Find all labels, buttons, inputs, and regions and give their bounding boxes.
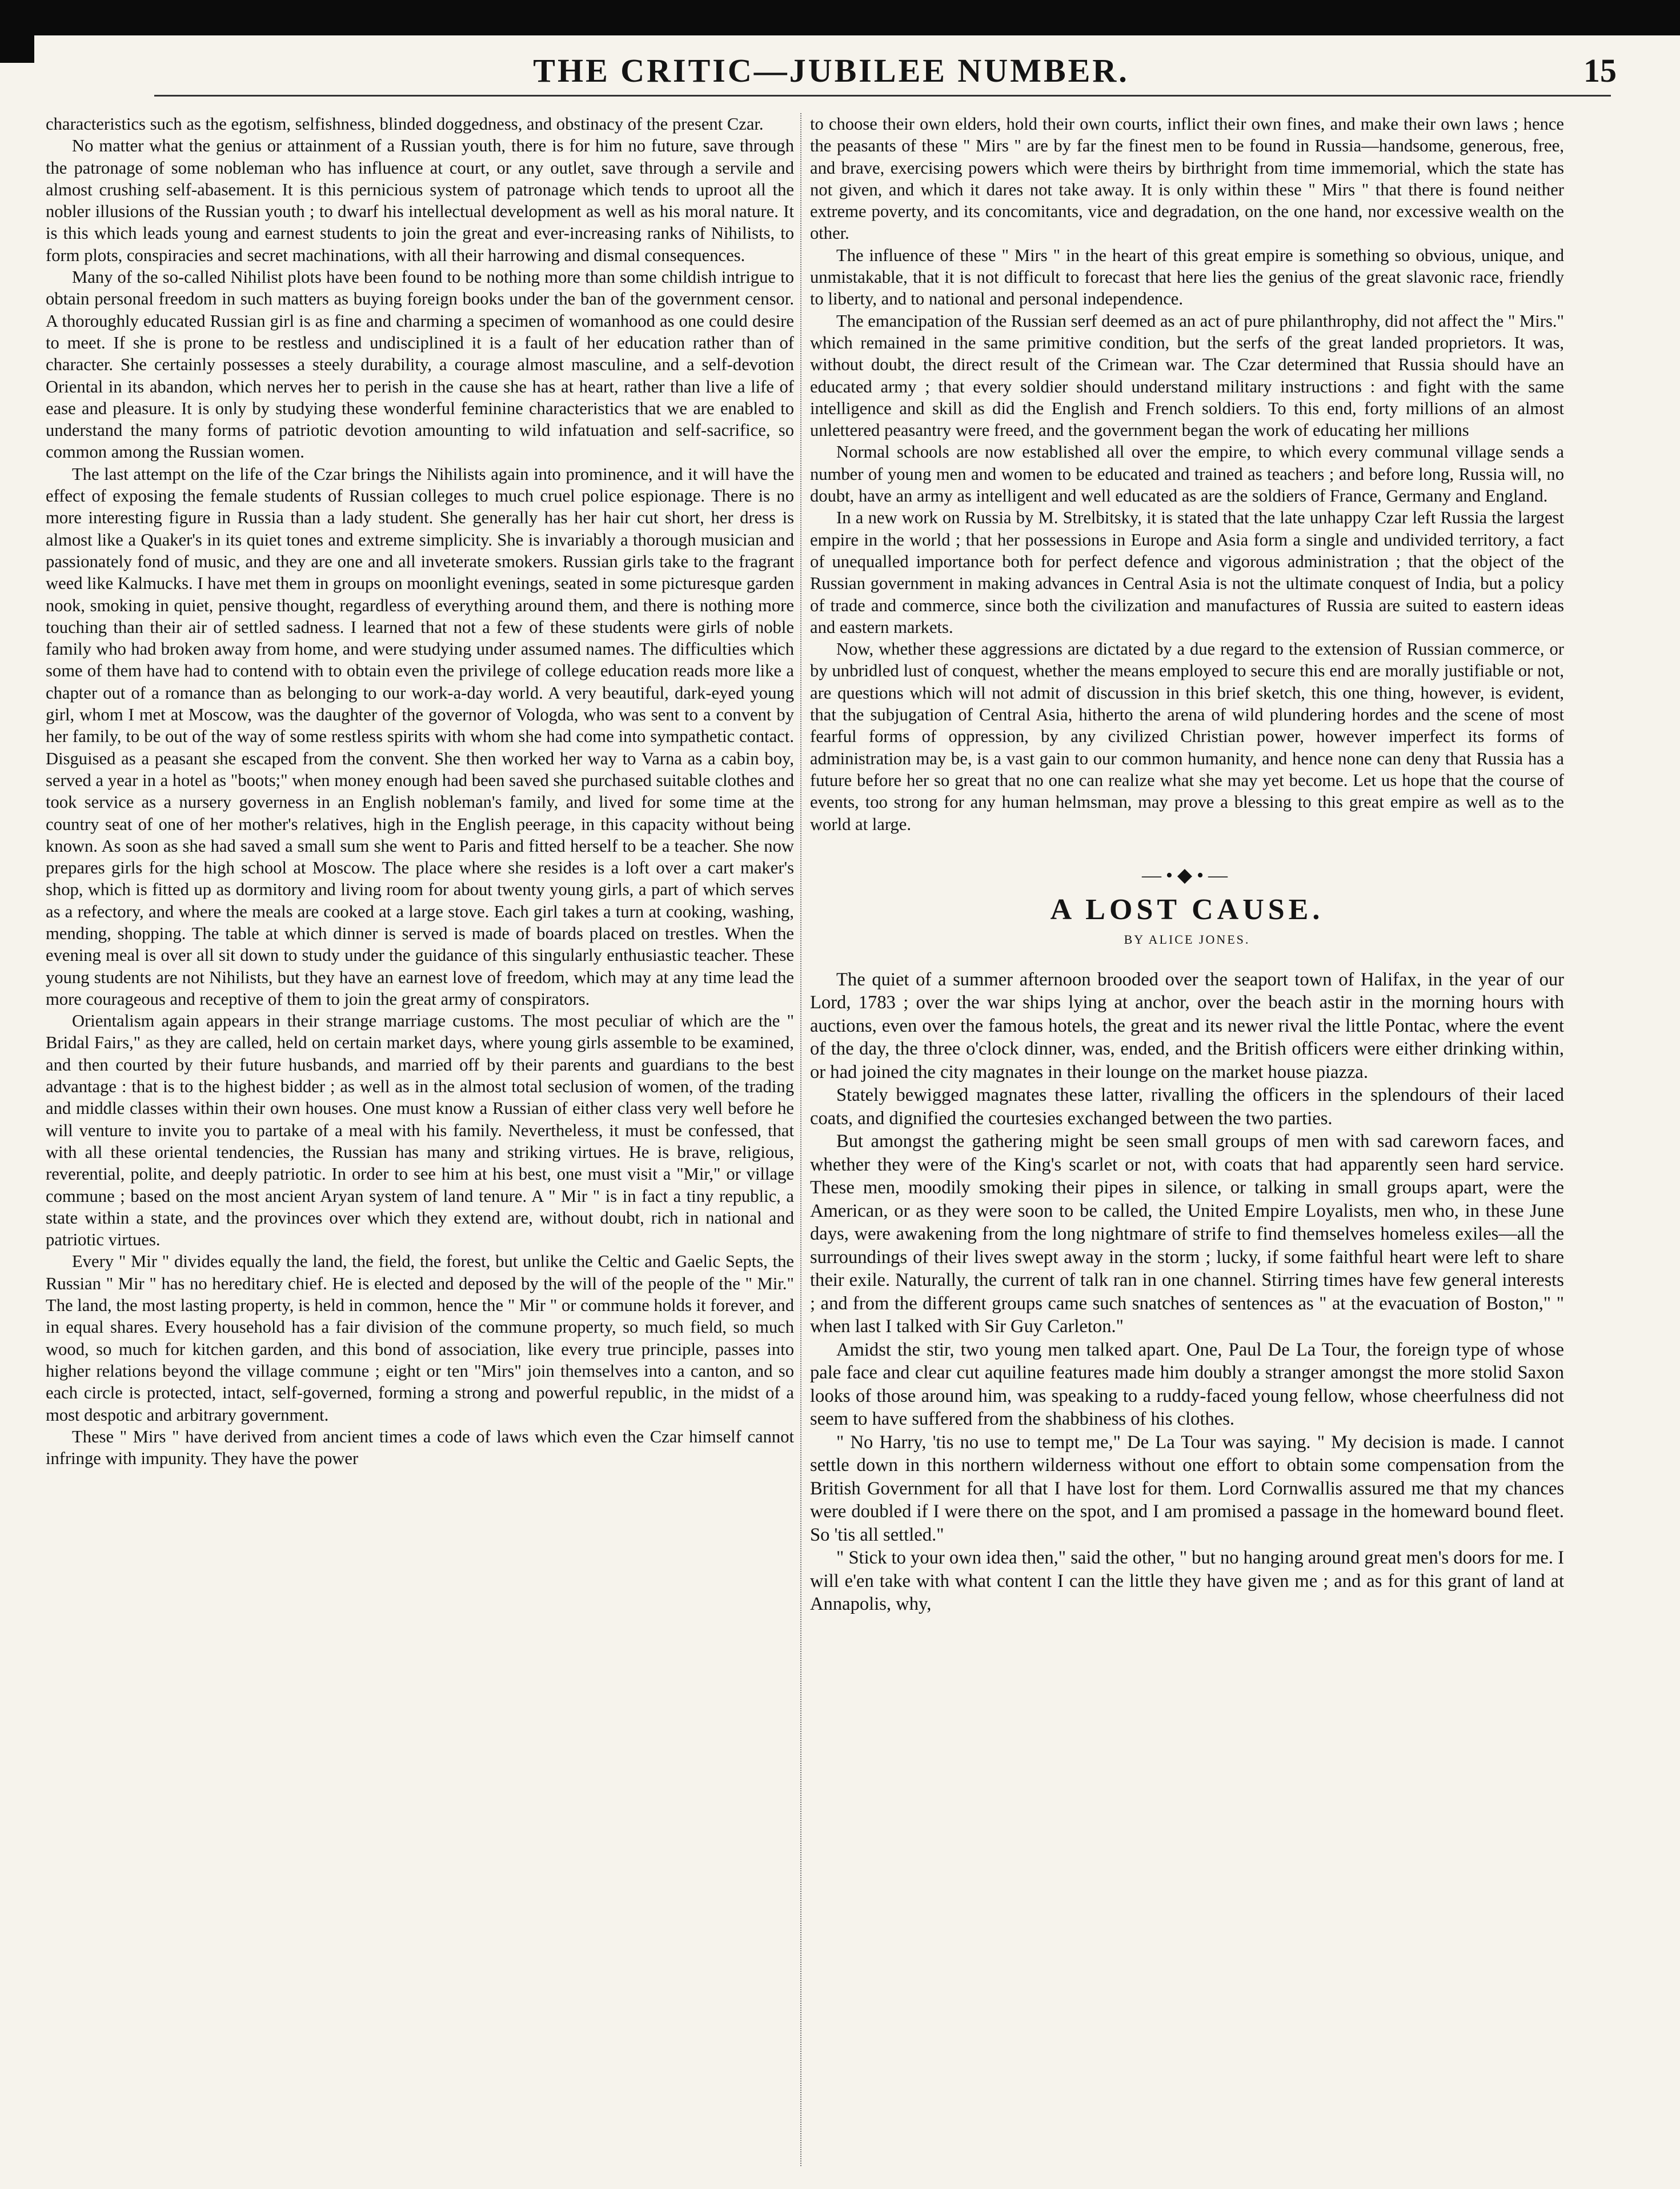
- article-continuation: [810, 113, 1564, 835]
- story-paragraph: " No Harry, 'tis no use to tempt me," De La Tour was saying. " My decision is made. I cannot settle down in this northern wilderness without one effort to obtain some compensation from the British Government for all that I have lost for them. Lord Cornwallis assured me that my chances were doubled if I were there on the spot, and I am promised a passage in the homeward bound fleet. So 'tis all settled.": [810, 1432, 1564, 1545]
- story-paragraph: But amongst the gathering might be seen small groups of men with sad careworn faces, and whether they were of the King's scarlet or not, with coats that had apparently seen hard service. These men, moodily smoking their pipes in silence, or talking in small groups apart, were the American, or as they were soon to be called, the United Empire Loyalists, men who, in these June days, were awakening from the long nightmare of strife to find themselves homeless exiles—all the surroundings of their lives swept away in the storm ; lucky, if some faithful heart were left to share their exile. Naturally, the current of talk ran in one channel. Stirring times have few general interests ; and from the different groups came such snatches of sentences as " at the evacuation of Boston," " when last I talked with Sir Guy Carleton.": [810, 1131, 1564, 1337]
- section-ornament: —•◆•—: [1142, 864, 1232, 886]
- corner-black-border: [0, 0, 34, 63]
- paragraph: Many of the so-called Nihilist plots have been found to be nothing more than some childish intrigue to obtain personal freedom in such matters as buying foreign books under the ban of the government censor. A thoroughly educated Russian girl is as fine and charming a specimen of womanhood as one could desire to meet. If she is prone to be restless and undisciplined it is a fault of her education rather than of character. She certainly possesses a steely durability, a courage almost masculine, and a self-devotion Oriental in its abandon, which nerves her to perish in the cause she has at heart, rather than live a life of ease and pleasure. It is only by studying these wonderful feminine characteristics that we are enabled to understand the many forms of patriotic devotion amounting to wild infatuation and self-sacrifice, so common among the Russian women.: [46, 267, 794, 462]
- story-byline: BY ALICE JONES.: [1124, 932, 1250, 947]
- story-title: A LOST CAUSE.: [1050, 893, 1324, 927]
- running-title: THE CRITIC—JUBILEE NUMBER.: [533, 52, 1129, 89]
- page-number: 15: [1583, 52, 1617, 89]
- story-paragraph: Stately bewigged magnates these latter, rivalling the officers in the splendours of their laced coats, and dignified the courtesies exchanged between the two parties.: [810, 1085, 1564, 1129]
- paragraph: In a new work on Russia by M. Strelbitsky, it is stated that the late unhappy Czar left Russia the largest empire in the world ; that her possessions in Europe and Asia form a single and undivided territory, a fact of unequalled importance both for perfect defence and vigorous administration ; that the object of the Russian government in making advances in Central Asia is not the ultimate conquest of India, but a policy of trade and commerce, since both the civilization and manufactures of Russia are suited to eastern ideas and eastern markets.: [810, 508, 1564, 637]
- paragraph: The emancipation of the Russian serf deemed as an act of pure philanthrophy, did not affect the " Mirs." which remained in the same primitive condition, but the serfs of the great landed proprietors. It was, without doubt, the direct result of the Crimean war. The Czar determined that Russia should have an educated army ; that every soldier should understand military instructions : and fight with the same intelligence and skill as did the English and French soldiers. To this end, forty millions of an almost unlettered peasantry were freed, and the government began the work of educating her millions: [810, 311, 1564, 440]
- header-rule: [154, 95, 1611, 97]
- paragraph: Normal schools are now established all over the empire, to which every communal village sends a number of young men and women to be educated and trained as teachers ; and before long, Russia will, no doubt, have an army as intelligent and well educated as are the soldiers of France, Germany and England.: [810, 442, 1564, 506]
- paragraph: Now, whether these aggressions are dictated by a due regard to the extension of Russian commerce, or by unbridled lust of conquest, whether the means employed to secure this end are morally justifiable or not, are questions which will not admit of discussion in this brief sketch, this one thing, however, is evident, that the subjugation of Central Asia, hitherto the arena of wild plundering hordes and the scene of most fearful forms of oppression, by any civilized Christian power, however imperfect its forms of administration may be, is a vast gain to our common humanity, and hence none can deny that Russia has a future before her so great that no one can realize what she may yet become. Let us hope that the course of events, too strong for any human helmsman, may prove a blessing to this great empire as well as to the world at large.: [810, 639, 1564, 834]
- column-divider: [800, 113, 801, 2166]
- left-column: [46, 113, 794, 2166]
- story-paragraph: " Stick to your own idea then," said the other, " but no hanging around great men's doors for me. I will e'en take with what content I can the little they have given me ; and as for this grant of land at Annapolis, why,: [810, 1547, 1564, 1615]
- story-body: [810, 968, 1564, 1616]
- paragraph: These " Mirs " have derived from ancient times a code of laws which even the Czar himself cannot infringe with impunity. They have the power: [46, 1426, 794, 1469]
- paragraph: Every " Mir " divides equally the land, the field, the forest, but unlike the Celtic and Gaelic Septs, the Russian " Mir " has no hereditary chief. He is elected and deposed by the will of the people of the " Mir." The land, the most lasting property, is held in common, hence the " Mir " or commune holds it forever, and in equal shares. Every household has a fair division of the commune property, so much field, so much wood, so much for kitchen garden, and this bond of association, like every true principle, passes into higher relations beyond the village commune ; eight or ten "Mirs" join themselves into a canton, and so each circle is protected, intact, self-governed, forming a strong and powerful republic, in the midst of a most despotic and arbitrary government.: [46, 1252, 794, 1425]
- story-paragraph: The quiet of a summer afternoon brooded over the seaport town of Halifax, in the year of our Lord, 1783 ; over the war ships lying at anchor, over the beach astir in the morning hours with auctions, even over the famous hotels, the great and its newer rival the little Pontac, where the event of the day, the three o'clock dinner, was, ended, and the British officers were either drinking within, or had joined the city magnates in their lounge on the market house piazza.: [810, 969, 1564, 1083]
- story-paragraph: Amidst the stir, two young men talked apart. One, Paul De La Tour, the foreign type of whose pale face and clear cut aquiline features made him doubly a stranger amongst the more stolid Saxon looks of those around him, was speaking to a ruddy-faced young fellow, whose cheerfulness did not seem to have suffered from the shabbiness of his clothes.: [810, 1339, 1564, 1430]
- paragraph: The last attempt on the life of the Czar brings the Nihilists again into prominence, and it will have the effect of exposing the female students of Russian colleges to much cruel police espionage. There is no more interesting figure in Russia than a lady student. She generally has her hair cut short, her dress is almost like a Quaker's in its quiet tones and extreme simplicity. She is invariably a thorough musician and passionately fond of music, and they are one and all inveterate smokers. Russian girls take to the fragrant weed like Kalmucks. I have met them in groups on moonlight evenings, seated in some picturesque garden nook, smoking in quiet, pensive thought, regardless of everything around them, and there is nothing more touching than their air of settled sadness. I learned that not a few of these students were girls of noble family who had broken away from home, and were studying under assumed names. The difficulties which some of them have had to contend with to obtain even the privilege of college education reads more like a chapter out of a romance than as belonging to our work-a-day world. A very beautiful, dark-eyed young girl, whom I met at Moscow, was the daughter of the governor of Vologda, who was sent to a convent by her family, to be out of the way of some restless spirits with whom she had come into sympathetic contact. Disguised as a peasant she escaped from the convent. She then worked her way to Varna as a cabin boy, served a year in a hotel as "boots;" when money enough had been saved she purchased suitable clothes and took service as a nursery governess in an English nobleman's family, and lived for some time at the country seat of one of her mother's relatives, high in the English peerage, in this capacity without being known. As soon as she had saved a small sum she went to Paris and fitted herself to be a teacher. She now prepares girls for the high school at Moscow. The place where she resides is a loft over a cart maker's shop, which is fitted up as dormitory and living room for about twenty young girls, a part of which serves as a refectory, and where the meals are cooked at a large stove. Each girl takes a turn at cooking, washing, mending, shopping. The table at which dinner is served is made of boards placed on trestles. When the evening meal is over all sit down to study under the guidance of this singularly enthusiastic teacher. These young students are not Nihilists, but they have an earnest love of freedom, which may at any time lead the more courageous and receptive of them to join the great army of conspirators.: [46, 464, 794, 1009]
- right-column: [810, 113, 1564, 2166]
- paragraph: The influence of these " Mirs " in the heart of this great empire is something so obvious, unique, and unmistakable, that it is not difficult to forecast that here lies the genius of the great slavonic race, friendly to liberty, and to national and personal independence.: [810, 245, 1564, 309]
- paragraph: characteristics such as the egotism, selfishness, blinded doggedness, and obstinacy of the present Czar.: [46, 114, 764, 134]
- top-black-border: [0, 0, 1680, 35]
- paragraph: to choose their own elders, hold their own courts, inflict their own fines, and make their own laws ; hence the peasants of these " Mirs " are by far the finest men to be found in Russia—handsome, generous, free, and brave, exercising powers which were theirs by birthright from time immemorial, which the state has not given, and which it dares not take away. It is only within these " Mirs " that there is found neither extreme poverty, and its concomitants, vice and degradation, on the one hand, nor excessive wealth on the other.: [810, 114, 1564, 243]
- paragraph: Orientalism again appears in their strange marriage customs. The most peculiar of which are the " Bridal Fairs," as they are called, held on certain market days, where young girls assemble to be examined, and then courted by their future husbands, and married off by their parents and guardians to the best advantage : that is to the highest bidder ; as well as in the almost total seclusion of women, of the trading and middle classes within their own houses. One must know a Russian of either class very well before he will venture to invite you to partake of a meal with his family. Nevertheless, it must be confessed, that with all these oriental tendencies, the Russian has many and striking virtues. He is brave, religious, reverential, polite, and deeply patriotic. In order to see him at his best, one must visit a "Mir," or village commune ; based on the most ancient Aryan system of land tenure. A " Mir " is in fact a tiny republic, a state within a state, and the provinces over which they extend are, without doubt, rich in national and patriotic virtues.: [46, 1011, 794, 1250]
- paragraph: No matter what the genius or attainment of a Russian youth, there is for him no future, save through the patronage of some nobleman who has influence at court, or any outlet, save through a servile and almost crushing self-abasement. It is this pernicious system of patronage which tends to uproot all the nobler illusions of the Russian youth ; to dwarf his intellectual development as well as his moral nature. It is this which leads young and earnest students to join the great and ever-increasing ranks of Nihilists, to form plots, conspiracies and secret machinations, with all their harrowing and dismal consequences.: [46, 136, 794, 265]
- page-header: [40, 48, 1622, 99]
